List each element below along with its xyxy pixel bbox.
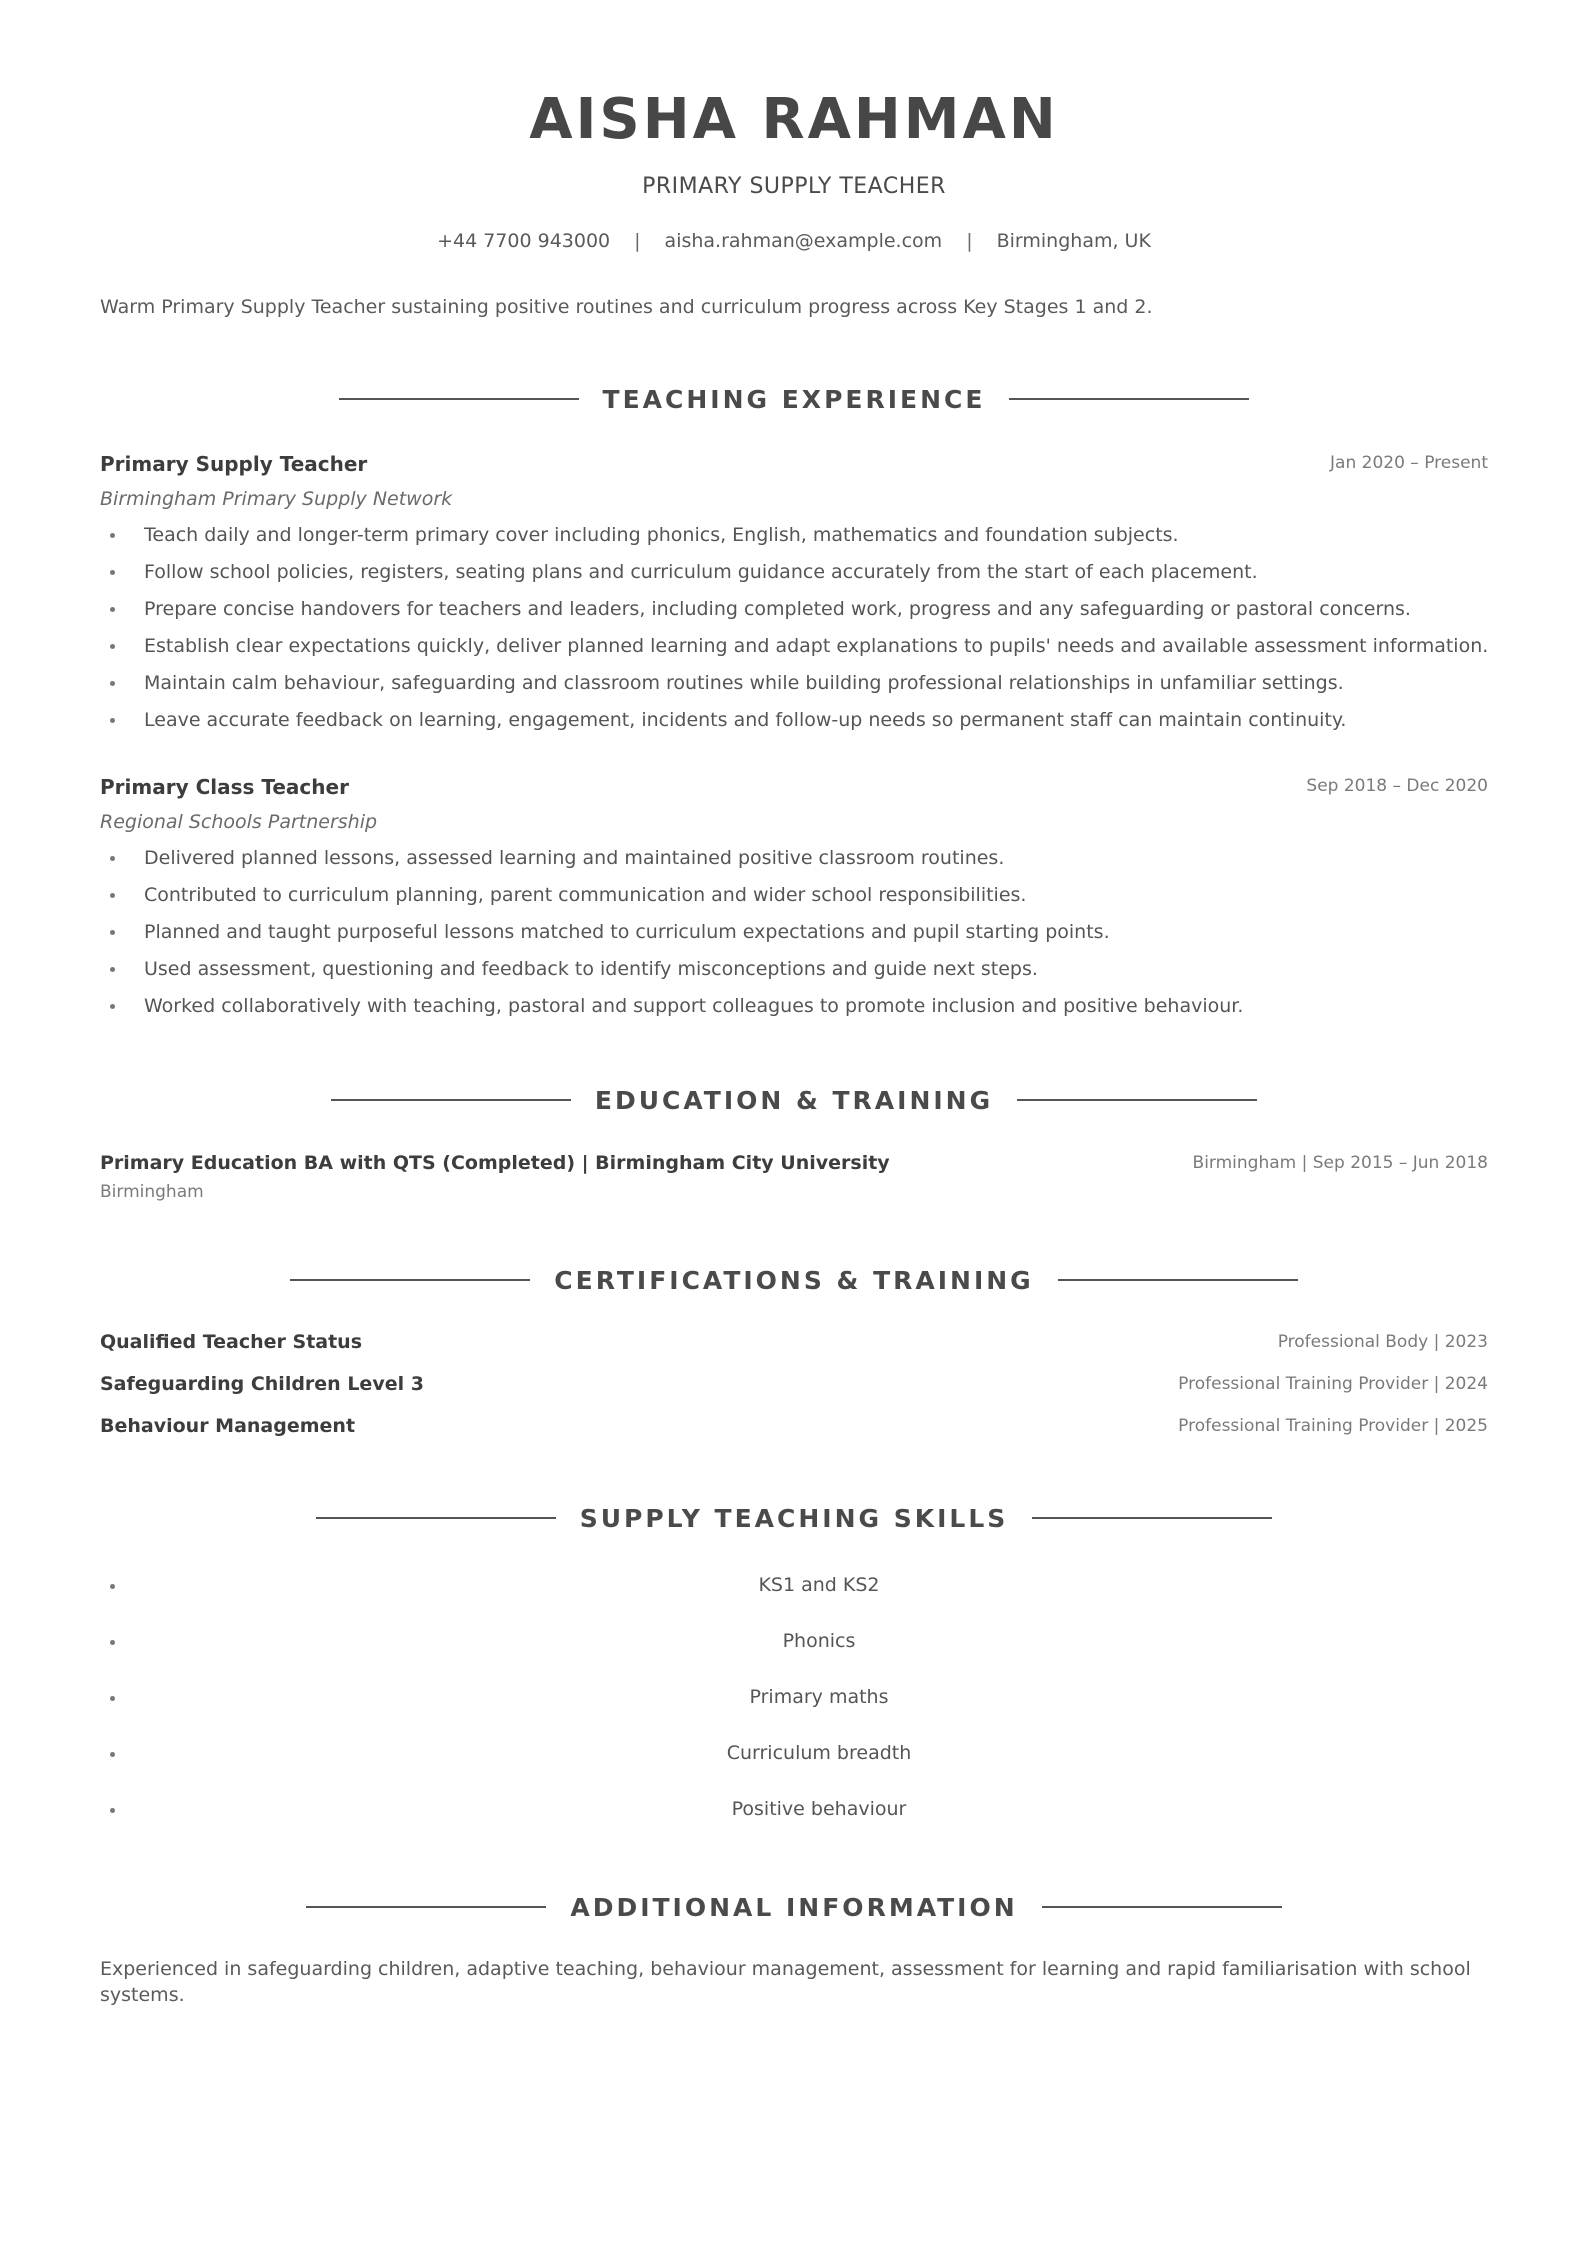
bullet-icon (110, 930, 115, 935)
skill-label: Phonics (782, 1630, 856, 1652)
bullet-icon (110, 570, 115, 575)
skill-item (100, 1740, 1538, 1770)
certification-item (100, 1329, 1488, 1357)
job-bullet (100, 633, 1488, 659)
job-entry (100, 450, 1488, 740)
skill-item (100, 1572, 1538, 1602)
certification-name: Safeguarding Children Level 3 (100, 1373, 424, 1395)
certification-meta: Professional Training Provider | 2025 (1178, 1416, 1488, 1436)
job-company: Regional Schools Partnership (100, 811, 378, 833)
email-address: aisha.rahman@example.com (664, 230, 943, 252)
certification-meta: Professional Body | 2023 (1277, 1332, 1488, 1352)
skill-item (100, 1796, 1538, 1826)
bullet-text: Prepare concise handovers for teachers and leaders, including completed work, progress and any safeguarding or pastoral concerns. (144, 598, 1411, 620)
bullet-icon (110, 1004, 115, 1009)
job-bullet (100, 522, 1488, 548)
degree-title: Primary Education BA with QTS (Completed) | Birmingham City University (100, 1152, 890, 1174)
contact-separator: | (634, 230, 641, 252)
certification-name: Qualified Teacher Status (100, 1331, 363, 1353)
heading-rule (1058, 1279, 1298, 1281)
section-title: SUPPLY TEACHING SKILLS (579, 1503, 1009, 1533)
bullet-text: Follow school policies, registers, seating plans and curriculum guidance accurately from the start of each placement. (144, 561, 1258, 583)
heading-rule (1009, 398, 1249, 400)
job-bullet (100, 670, 1488, 696)
job-bullet (100, 882, 1488, 908)
section-title: EDUCATION & TRAINING (594, 1085, 994, 1115)
job-title: Primary Supply Teacher (100, 452, 368, 476)
skill-label: Primary maths (749, 1686, 889, 1708)
job-bullet (100, 956, 1488, 982)
bullet-icon (110, 607, 115, 612)
certification-meta: Professional Training Provider | 2024 (1178, 1374, 1488, 1394)
job-subtitle: PRIMARY SUPPLY TEACHER (642, 174, 946, 199)
section-title: ADDITIONAL INFORMATION (570, 1892, 1018, 1922)
bullet-text: Planned and taught purposeful lessons matched to curriculum expectations and pupil starting points. (144, 921, 1110, 943)
section-heading-skills (0, 1501, 1588, 1535)
bullet-text: Establish clear expectations quickly, deliver planned learning and adapt explanations to pupils' needs and available assessment information. (144, 635, 1489, 657)
heading-rule (316, 1517, 556, 1519)
certification-name: Behaviour Management (100, 1415, 356, 1437)
job-bullet (100, 707, 1488, 733)
skill-item (100, 1684, 1538, 1714)
heading-rule (1017, 1099, 1257, 1101)
bullet-text: Used assessment, questioning and feedback to identify misconceptions and guide next steps. (144, 958, 1038, 980)
job-bullet (100, 919, 1488, 945)
skill-label: KS1 and KS2 (758, 1574, 880, 1596)
bullet-icon (110, 681, 115, 686)
heading-rule (1042, 1906, 1282, 1908)
heading-rule (306, 1906, 546, 1908)
certification-item (100, 1371, 1488, 1399)
bullet-icon (110, 893, 115, 898)
bullet-icon (110, 967, 115, 972)
job-dates: Jan 2020 – Present (1330, 453, 1488, 473)
contact-line (0, 228, 1588, 254)
job-bullet (100, 993, 1488, 1019)
profile-summary: Warm Primary Supply Teacher sustaining positive routines and curriculum progress across Key Stages 1 and 2. (100, 296, 1153, 318)
bullet-text: Teach daily and longer-term primary cover including phonics, English, mathematics and foundation subjects. (144, 524, 1179, 546)
candidate-name: AISHA RAHMAN (529, 87, 1059, 152)
job-bullet-list (100, 845, 1488, 1030)
job-bullet-list (100, 522, 1488, 744)
heading-rule (331, 1099, 571, 1101)
bullet-icon (110, 718, 115, 723)
bullet-text: Maintain calm behaviour, safeguarding and classroom routines while building professional relationships in unfamiliar settings. (144, 672, 1344, 694)
bullet-text: Worked collaboratively with teaching, pastoral and support colleagues to promote inclusion and positive behaviour. (144, 995, 1244, 1017)
heading-rule (1032, 1517, 1272, 1519)
section-heading-certifications (0, 1263, 1588, 1297)
bullet-text: Leave accurate feedback on learning, engagement, incidents and follow-up needs so permanent staff can maintain continuity. (144, 709, 1347, 731)
job-dates: Sep 2018 – Dec 2020 (1306, 776, 1488, 796)
contact-separator: | (966, 230, 973, 252)
skill-item (100, 1628, 1538, 1658)
job-entry (100, 773, 1488, 1033)
section-heading-education (0, 1083, 1588, 1117)
job-bullet (100, 559, 1488, 585)
bullet-text: Contributed to curriculum planning, parent communication and wider school responsibilities. (144, 884, 1027, 906)
section-heading-additional (0, 1890, 1588, 1924)
skill-label: Curriculum breadth (726, 1742, 912, 1764)
education-entry (100, 1150, 1488, 1210)
heading-rule (339, 398, 579, 400)
bullet-icon (110, 533, 115, 538)
job-title: Primary Class Teacher (100, 775, 349, 799)
heading-rule (290, 1279, 530, 1281)
skill-label: Positive behaviour (731, 1798, 907, 1820)
job-bullet (100, 596, 1488, 622)
bullet-icon (110, 856, 115, 861)
education-location: Birmingham (100, 1182, 204, 1202)
certification-item (100, 1413, 1488, 1441)
phone-number: +44 7700 943000 (437, 230, 611, 252)
education-dates: Birmingham | Sep 2015 – Jun 2018 (1192, 1153, 1488, 1173)
section-title: TEACHING EXPERIENCE (602, 384, 986, 414)
section-heading-experience (0, 382, 1588, 416)
bullet-text: Delivered planned lessons, assessed learning and maintained positive classroom routines. (144, 847, 1005, 869)
location: Birmingham, UK (996, 230, 1151, 252)
job-bullet (100, 845, 1488, 871)
bullet-icon (110, 644, 115, 649)
additional-information-text: Experienced in safeguarding children, adaptive teaching, behaviour management, assessment for learning and rapid familiarisation with school systems. (100, 1958, 1471, 2006)
job-company: Birmingham Primary Supply Network (100, 488, 453, 510)
section-title: CERTIFICATIONS & TRAINING (554, 1265, 1034, 1295)
